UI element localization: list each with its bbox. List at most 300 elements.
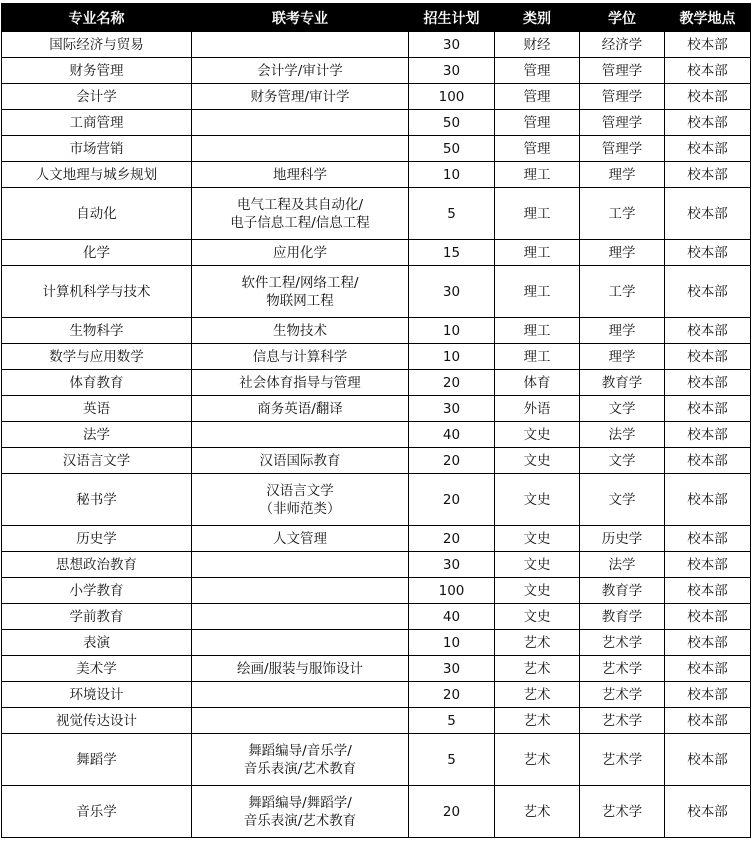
- cell-plan: [409, 734, 495, 786]
- table-row: [2, 422, 751, 448]
- cell-joint-major: [192, 604, 409, 630]
- cell-location: [665, 32, 751, 58]
- cell-text: 理工: [523, 205, 551, 222]
- cell-text: 经济学: [601, 36, 643, 53]
- cell-location: [665, 370, 751, 396]
- cell-text: 校本部: [687, 114, 728, 131]
- cell-location: [665, 422, 751, 448]
- header-joint-major: 联考专业: [192, 4, 409, 32]
- cell-text: 10: [442, 166, 461, 183]
- cell-category: [495, 786, 580, 838]
- cell-degree: [580, 448, 665, 474]
- table-row: [2, 578, 751, 604]
- cell-joint-major: [192, 448, 409, 474]
- cell-category: [495, 370, 580, 396]
- cell-text: 100: [438, 88, 465, 105]
- cell-text: 20: [442, 374, 461, 391]
- cell-text: 数学与应用数学: [49, 348, 144, 365]
- table-row: [2, 32, 751, 58]
- cell-text: 音乐学: [76, 803, 117, 820]
- cell-location: [665, 474, 751, 526]
- cell-degree: [580, 474, 665, 526]
- cell-text: 20: [442, 452, 461, 469]
- cell-text: 文学: [608, 491, 636, 508]
- cell-text: 财务管理: [69, 62, 124, 79]
- cell-text: 校本部: [687, 556, 728, 573]
- cell-text: 音乐表演/艺术教育: [243, 760, 357, 777]
- table-row: [2, 682, 751, 708]
- cell-text: 英语: [83, 400, 110, 417]
- cell-major: [2, 188, 192, 240]
- cell-text: 地理科学: [273, 166, 327, 183]
- cell-plan: [409, 84, 495, 110]
- cell-degree: [580, 240, 665, 266]
- cell-text: 历史学: [601, 530, 643, 547]
- cell-major: [2, 786, 192, 838]
- cell-text: 美术学: [76, 660, 117, 677]
- cell-location: [665, 448, 751, 474]
- cell-major: [2, 526, 192, 552]
- header-category: 类别: [495, 4, 580, 32]
- cell-text: 理学: [608, 244, 636, 261]
- cell-text: 工商管理: [69, 114, 124, 131]
- cell-text: 秘书学: [76, 491, 117, 508]
- cell-text: 舞蹈编导/舞蹈学/: [248, 794, 352, 811]
- cell-category: [495, 396, 580, 422]
- cell-text: 校本部: [687, 244, 728, 261]
- cell-location: [665, 734, 751, 786]
- cell-text: 教育学: [601, 608, 643, 625]
- cell-location: [665, 396, 751, 422]
- cell-text: 校本部: [687, 166, 728, 183]
- cell-text: 10: [442, 348, 461, 365]
- cell-location: [665, 552, 751, 578]
- cell-text: 自动化: [76, 205, 117, 222]
- table-row: [2, 604, 751, 630]
- cell-plan: [409, 32, 495, 58]
- table-row: [2, 656, 751, 682]
- cell-category: [495, 58, 580, 84]
- cell-category: [495, 32, 580, 58]
- cell-plan: [409, 318, 495, 344]
- cell-text: 管理学: [601, 62, 643, 79]
- table-row: [2, 58, 751, 84]
- cell-plan: [409, 552, 495, 578]
- cell-text: 国际经济与贸易: [49, 36, 144, 53]
- cell-text: 艺术: [523, 712, 551, 729]
- enrollment-table: [1, 3, 751, 838]
- cell-text: 艺术学: [601, 660, 643, 677]
- cell-major: [2, 318, 192, 344]
- cell-location: [665, 58, 751, 84]
- table-row: [2, 370, 751, 396]
- cell-text: 应用化学: [273, 244, 327, 261]
- cell-major: [2, 240, 192, 266]
- cell-location: [665, 786, 751, 838]
- cell-joint-major: [192, 188, 409, 240]
- cell-joint-major: [192, 474, 409, 526]
- table-row: [2, 240, 751, 266]
- cell-text: 管理学: [601, 114, 643, 131]
- cell-text: 50: [442, 140, 461, 157]
- cell-degree: [580, 58, 665, 84]
- header-plan: 招生计划: [409, 4, 495, 32]
- cell-degree: [580, 526, 665, 552]
- cell-degree: [580, 188, 665, 240]
- header-location: 教学地点: [665, 4, 751, 32]
- cell-degree: [580, 318, 665, 344]
- cell-degree: [580, 422, 665, 448]
- cell-text: 艺术: [523, 634, 551, 651]
- cell-text: 学前教育: [69, 608, 124, 625]
- cell-text: 理工: [523, 244, 551, 261]
- cell-joint-major: [192, 32, 409, 58]
- cell-joint-major: [192, 656, 409, 682]
- cell-major: [2, 266, 192, 318]
- cell-category: [495, 84, 580, 110]
- cell-joint-major: [192, 318, 409, 344]
- cell-category: [495, 526, 580, 552]
- cell-degree: [580, 786, 665, 838]
- cell-text: 校本部: [687, 686, 728, 703]
- table-row: [2, 630, 751, 656]
- cell-major: [2, 32, 192, 58]
- cell-plan: [409, 266, 495, 318]
- cell-degree: [580, 110, 665, 136]
- cell-text: 校本部: [687, 582, 728, 599]
- cell-plan: [409, 448, 495, 474]
- cell-text: 绘画/服装与服饰设计: [236, 660, 364, 677]
- cell-text: 管理: [523, 88, 551, 105]
- cell-location: [665, 604, 751, 630]
- cell-degree: [580, 682, 665, 708]
- table-row: [2, 474, 751, 526]
- cell-plan: [409, 136, 495, 162]
- cell-joint-major: [192, 370, 409, 396]
- cell-joint-major: [192, 344, 409, 370]
- cell-text: 校本部: [687, 348, 728, 365]
- cell-text: 理工: [523, 348, 551, 365]
- cell-text: 电子信息工程/信息工程: [230, 214, 370, 231]
- cell-text: 艺术: [523, 686, 551, 703]
- cell-text: 汉语国际教育: [259, 452, 341, 469]
- cell-text: 30: [442, 62, 461, 79]
- cell-text: 文学: [608, 452, 636, 469]
- cell-text: 校本部: [687, 283, 728, 300]
- cell-text: 校本部: [687, 88, 728, 105]
- cell-text: （非师范类）: [259, 500, 341, 517]
- table-row: [2, 136, 751, 162]
- cell-plan: [409, 58, 495, 84]
- cell-joint-major: [192, 110, 409, 136]
- cell-degree: [580, 84, 665, 110]
- cell-category: [495, 656, 580, 682]
- table-row: [2, 708, 751, 734]
- cell-text: 历史学: [76, 530, 117, 547]
- cell-degree: [580, 708, 665, 734]
- cell-text: 校本部: [687, 634, 728, 651]
- cell-text: 教育学: [601, 374, 643, 391]
- cell-degree: [580, 32, 665, 58]
- cell-category: [495, 110, 580, 136]
- cell-text: 软件工程/网络工程/: [241, 274, 359, 291]
- cell-major: [2, 708, 192, 734]
- cell-category: [495, 734, 580, 786]
- cell-text: 电气工程及其自动化/: [236, 196, 364, 213]
- cell-text: 教育学: [601, 582, 643, 599]
- cell-joint-major: [192, 266, 409, 318]
- cell-location: [665, 110, 751, 136]
- table-row: [2, 318, 751, 344]
- cell-text: 校本部: [687, 140, 728, 157]
- cell-text: 校本部: [687, 751, 728, 768]
- cell-text: 文史: [523, 452, 551, 469]
- cell-degree: [580, 630, 665, 656]
- cell-text: 视觉传达设计: [56, 712, 137, 729]
- cell-text: 校本部: [687, 452, 728, 469]
- cell-degree: [580, 552, 665, 578]
- cell-category: [495, 682, 580, 708]
- cell-text: 校本部: [687, 400, 728, 417]
- cell-text: 校本部: [687, 36, 728, 53]
- cell-text: 30: [442, 556, 461, 573]
- cell-location: [665, 656, 751, 682]
- cell-text: 生物科学: [69, 322, 124, 339]
- header-major: 专业名称: [2, 4, 192, 32]
- cell-joint-major: [192, 162, 409, 188]
- table-row: [2, 84, 751, 110]
- cell-text: 汉语言文学: [266, 482, 334, 499]
- cell-text: 生物技术: [273, 322, 327, 339]
- cell-major: [2, 734, 192, 786]
- cell-category: [495, 604, 580, 630]
- cell-text: 工学: [608, 205, 636, 222]
- cell-text: 100: [438, 582, 465, 599]
- table-row: [2, 188, 751, 240]
- cell-text: 环境设计: [69, 686, 124, 703]
- cell-text: 思想政治教育: [56, 556, 137, 573]
- cell-text: 体育教育: [69, 374, 124, 391]
- cell-text: 商务英语/翻译: [257, 400, 343, 417]
- cell-plan: [409, 526, 495, 552]
- table-row: [2, 266, 751, 318]
- cell-text: 校本部: [687, 660, 728, 677]
- table-row: [2, 786, 751, 838]
- cell-plan: [409, 188, 495, 240]
- table-row: [2, 344, 751, 370]
- cell-text: 20: [442, 530, 461, 547]
- cell-text: 管理: [523, 114, 551, 131]
- cell-major: [2, 448, 192, 474]
- cell-major: [2, 578, 192, 604]
- cell-plan: [409, 474, 495, 526]
- cell-text: 体育: [523, 374, 551, 391]
- cell-major: [2, 422, 192, 448]
- cell-text: 20: [442, 686, 461, 703]
- cell-joint-major: [192, 630, 409, 656]
- cell-category: [495, 552, 580, 578]
- cell-text: 化学: [83, 244, 110, 261]
- cell-category: [495, 422, 580, 448]
- cell-text: 管理学: [601, 88, 643, 105]
- cell-degree: [580, 266, 665, 318]
- cell-text: 管理: [523, 140, 551, 157]
- cell-text: 5: [447, 712, 456, 729]
- cell-plan: [409, 630, 495, 656]
- cell-text: 管理: [523, 62, 551, 79]
- cell-joint-major: [192, 552, 409, 578]
- cell-category: [495, 474, 580, 526]
- cell-location: [665, 240, 751, 266]
- cell-text: 5: [447, 205, 456, 222]
- cell-text: 表演: [83, 634, 110, 651]
- cell-text: 计算机科学与技术: [42, 283, 151, 300]
- cell-plan: [409, 110, 495, 136]
- cell-text: 外语: [523, 400, 551, 417]
- cell-text: 校本部: [687, 608, 728, 625]
- cell-text: 社会体育指导与管理: [239, 374, 361, 391]
- cell-text: 文史: [523, 426, 551, 443]
- cell-category: [495, 240, 580, 266]
- cell-plan: [409, 578, 495, 604]
- cell-plan: [409, 682, 495, 708]
- cell-text: 校本部: [687, 205, 728, 222]
- header-row: [2, 4, 751, 32]
- cell-text: 理学: [608, 348, 636, 365]
- cell-text: 5: [447, 751, 456, 768]
- cell-joint-major: [192, 682, 409, 708]
- cell-location: [665, 266, 751, 318]
- cell-plan: [409, 370, 495, 396]
- cell-text: 30: [442, 400, 461, 417]
- cell-major: [2, 630, 192, 656]
- cell-joint-major: [192, 578, 409, 604]
- cell-text: 法学: [608, 426, 636, 443]
- cell-plan: [409, 708, 495, 734]
- cell-category: [495, 136, 580, 162]
- cell-location: [665, 318, 751, 344]
- cell-text: 理工: [523, 283, 551, 300]
- cell-text: 舞蹈学: [76, 751, 117, 768]
- cell-category: [495, 266, 580, 318]
- cell-joint-major: [192, 240, 409, 266]
- cell-text: 10: [442, 634, 461, 651]
- cell-text: 校本部: [687, 322, 728, 339]
- cell-text: 校本部: [687, 374, 728, 391]
- cell-location: [665, 344, 751, 370]
- cell-category: [495, 630, 580, 656]
- cell-plan: [409, 240, 495, 266]
- cell-major: [2, 656, 192, 682]
- cell-degree: [580, 136, 665, 162]
- cell-text: 校本部: [687, 712, 728, 729]
- cell-text: 管理学: [601, 140, 643, 157]
- cell-text: 艺术学: [601, 712, 643, 729]
- header-degree: 学位: [580, 4, 665, 32]
- cell-text: 10: [442, 322, 461, 339]
- cell-location: [665, 84, 751, 110]
- cell-degree: [580, 344, 665, 370]
- cell-major: [2, 110, 192, 136]
- table-row: [2, 448, 751, 474]
- cell-plan: [409, 786, 495, 838]
- cell-text: 财务管理/审计学: [250, 88, 350, 105]
- cell-text: 艺术学: [601, 686, 643, 703]
- cell-text: 20: [442, 803, 461, 820]
- cell-text: 校本部: [687, 62, 728, 79]
- cell-joint-major: [192, 422, 409, 448]
- cell-plan: [409, 344, 495, 370]
- cell-text: 人文管理: [273, 530, 327, 547]
- table-row: [2, 552, 751, 578]
- cell-text: 会计学/审计学: [257, 62, 343, 79]
- cell-text: 财经: [523, 36, 551, 53]
- cell-joint-major: [192, 786, 409, 838]
- cell-text: 40: [442, 608, 461, 625]
- cell-text: 艺术学: [601, 751, 643, 768]
- cell-major: [2, 344, 192, 370]
- cell-text: 理工: [523, 166, 551, 183]
- cell-text: 汉语言文学: [62, 452, 131, 469]
- cell-text: 30: [442, 36, 461, 53]
- cell-text: 理学: [608, 166, 636, 183]
- cell-location: [665, 162, 751, 188]
- cell-major: [2, 162, 192, 188]
- cell-text: 理工: [523, 322, 551, 339]
- cell-text: 校本部: [687, 491, 728, 508]
- cell-text: 会计学: [76, 88, 117, 105]
- cell-joint-major: [192, 84, 409, 110]
- cell-major: [2, 604, 192, 630]
- cell-category: [495, 448, 580, 474]
- cell-joint-major: [192, 396, 409, 422]
- cell-location: [665, 136, 751, 162]
- cell-text: 艺术: [523, 660, 551, 677]
- cell-text: 理学: [608, 322, 636, 339]
- cell-plan: [409, 162, 495, 188]
- cell-degree: [580, 604, 665, 630]
- cell-text: 小学教育: [69, 582, 124, 599]
- cell-location: [665, 630, 751, 656]
- cell-location: [665, 188, 751, 240]
- cell-text: 文史: [523, 608, 551, 625]
- cell-degree: [580, 734, 665, 786]
- cell-joint-major: [192, 136, 409, 162]
- cell-text: 校本部: [687, 426, 728, 443]
- cell-text: 艺术学: [601, 634, 643, 651]
- table-row: [2, 162, 751, 188]
- cell-category: [495, 162, 580, 188]
- cell-text: 40: [442, 426, 461, 443]
- cell-text: 文史: [523, 530, 551, 547]
- cell-text: 音乐表演/艺术教育: [243, 812, 357, 829]
- cell-degree: [580, 396, 665, 422]
- cell-category: [495, 318, 580, 344]
- cell-location: [665, 578, 751, 604]
- cell-text: 舞蹈编导/音乐学/: [248, 742, 352, 759]
- cell-text: 50: [442, 114, 461, 131]
- cell-major: [2, 58, 192, 84]
- cell-category: [495, 708, 580, 734]
- cell-text: 30: [442, 283, 461, 300]
- cell-major: [2, 136, 192, 162]
- cell-text: 文学: [608, 400, 636, 417]
- cell-degree: [580, 656, 665, 682]
- table-row: [2, 526, 751, 552]
- cell-joint-major: [192, 734, 409, 786]
- cell-text: 法学: [608, 556, 636, 573]
- cell-text: 信息与计算科学: [252, 348, 348, 365]
